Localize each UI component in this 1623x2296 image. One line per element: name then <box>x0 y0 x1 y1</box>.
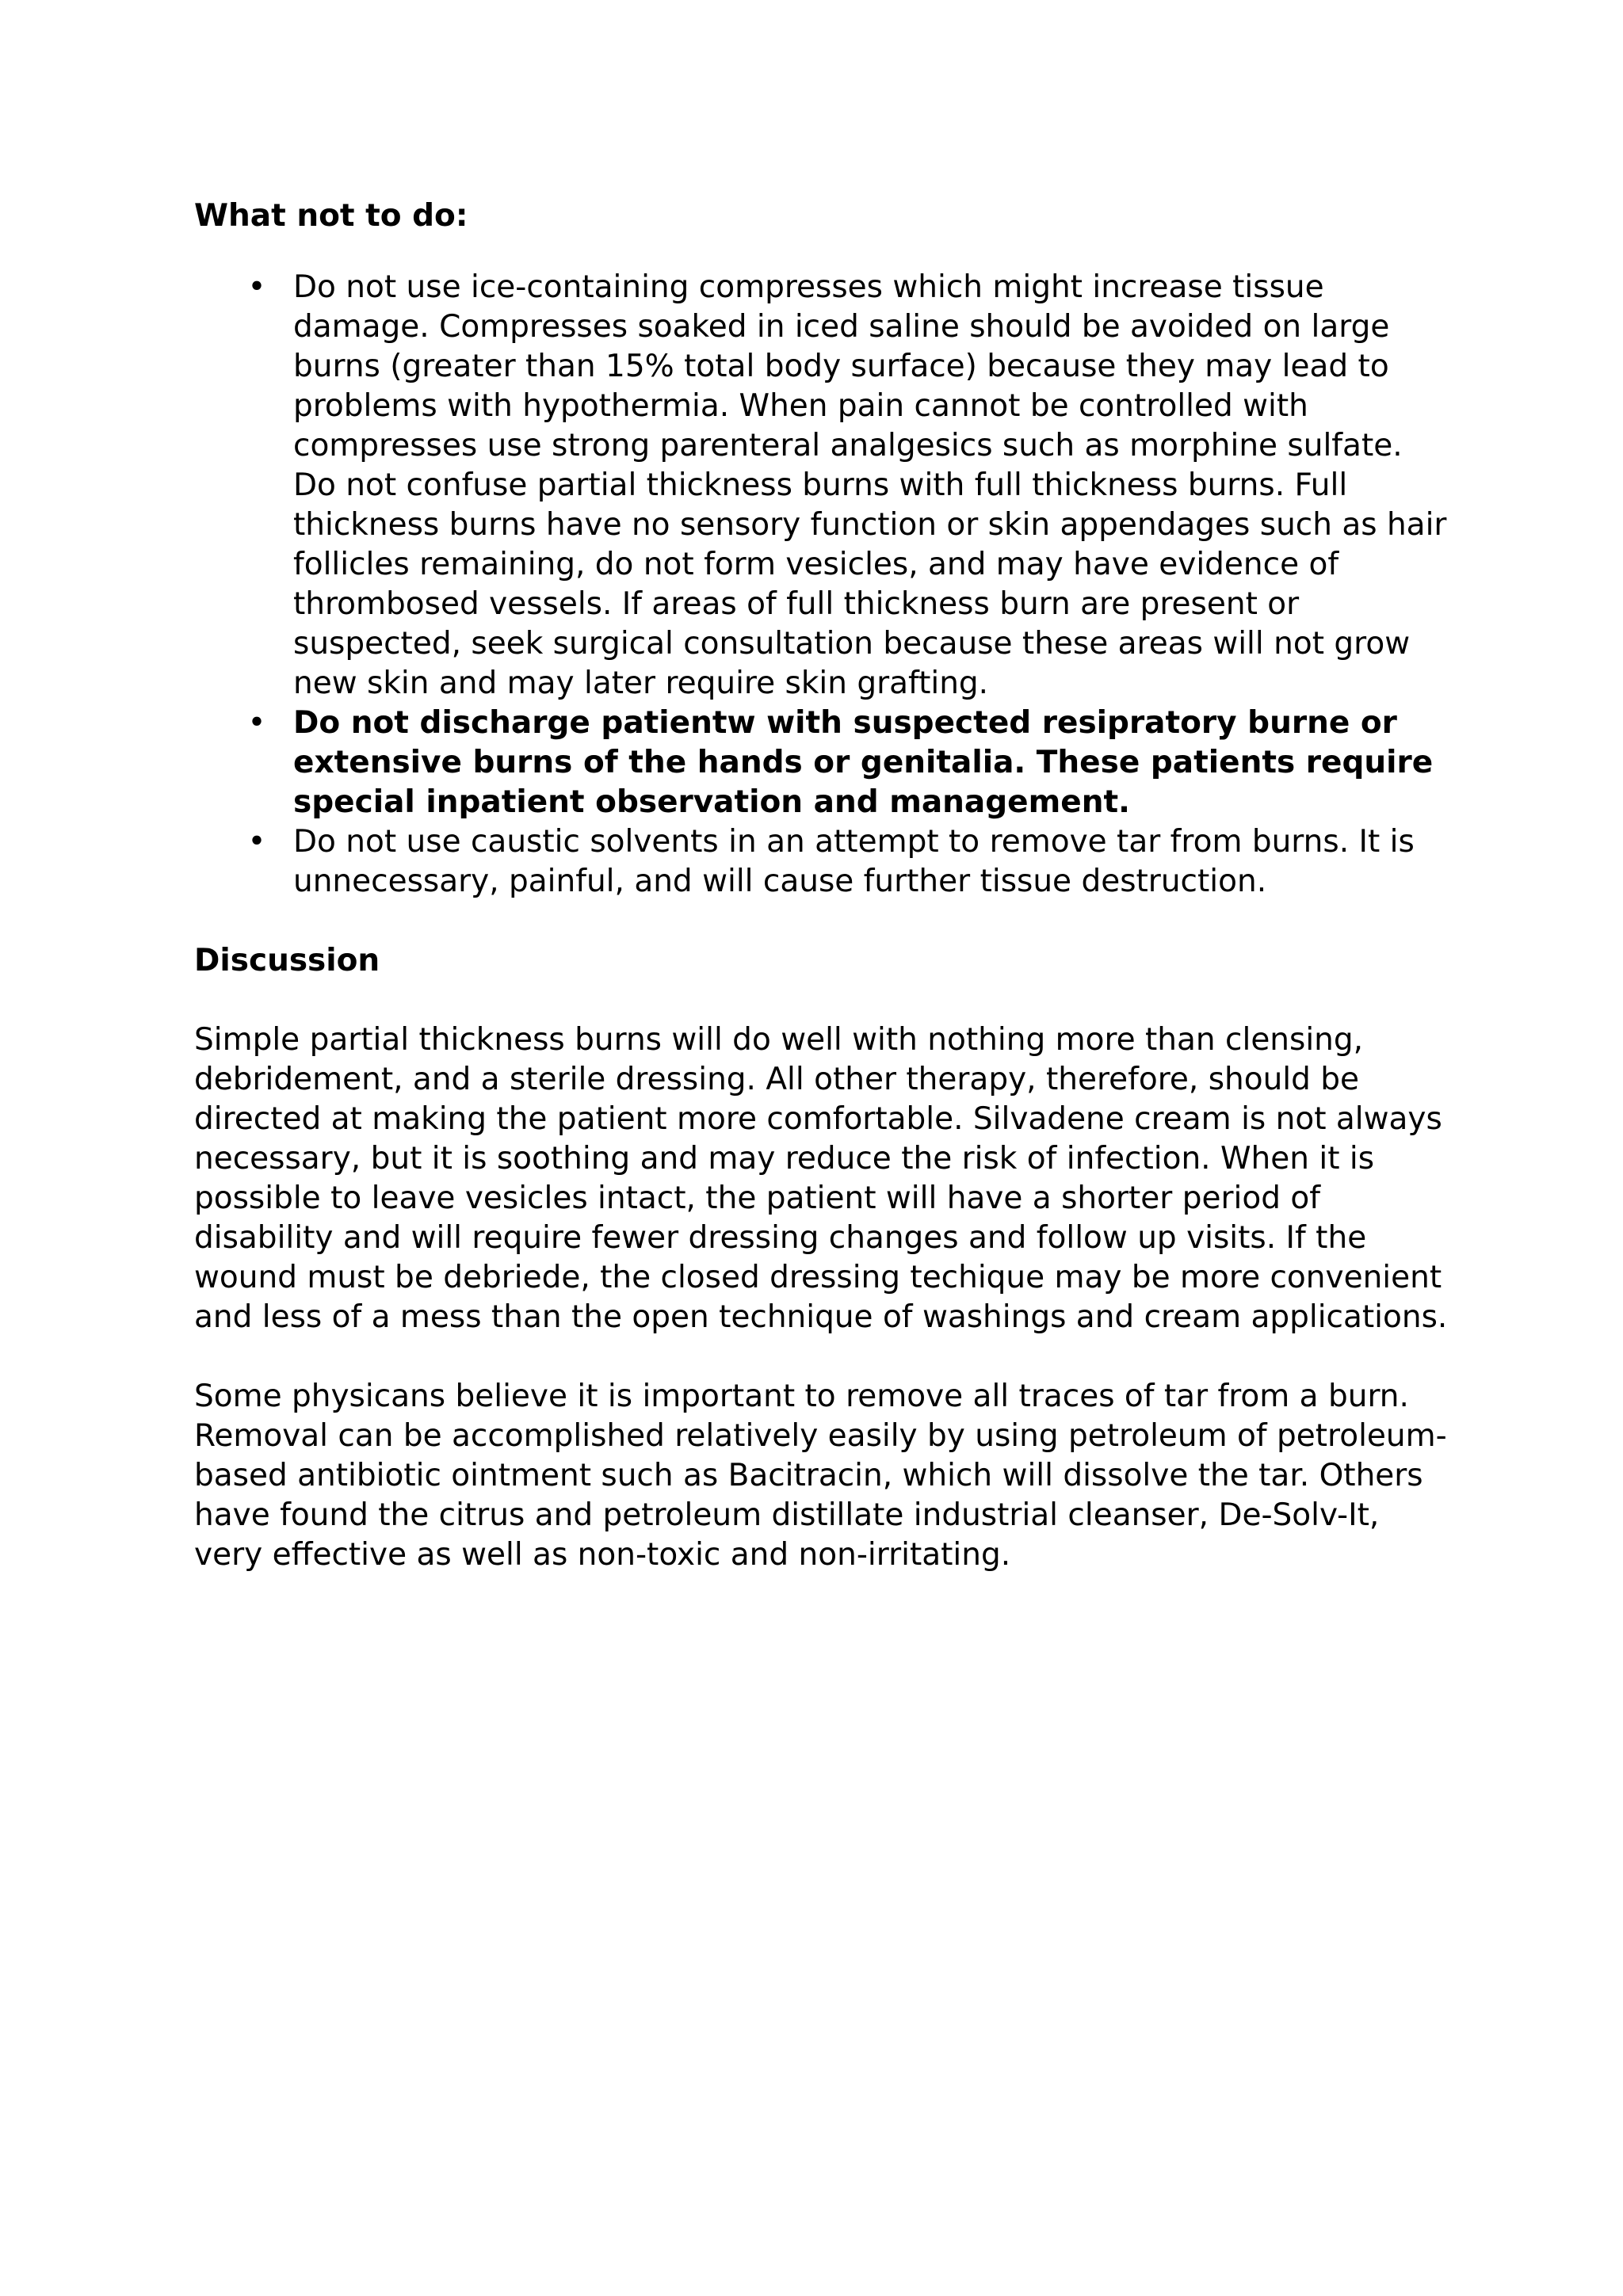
section-heading-discussion: Discussion <box>194 943 380 978</box>
list-item-text: Do not discharge patientw with suspected resipratory burne or extensive burns of the hands or genitalia. These patients require special inpatient observation and management. <box>293 705 1434 820</box>
bullet-icon: • <box>247 269 266 305</box>
document-body <box>194 196 1454 1575</box>
bullet-list <box>194 268 1454 902</box>
section-heading-what-not-to-do: What not to do: <box>194 198 468 234</box>
discussion-paragraph: Simple partial thickness burns will do well with nothing more than clensing, debridement, and a sterile dressing. All other therapy, therefore, should be directed at making the patient more comfortable. Silvadene cream is not always necessary, but it is soothing and may reduce the risk of infection. When it is possible to leave vesicles intact, the patient will have a shorter period of disability and will require fewer dressing changes and follow up visits. If the wound must be debriede, the closed dressing techique may be more convenient and less of a mess than the open technique of washings and cream applications. <box>194 1022 1448 1335</box>
list-item-text: Do not use caustic solvents in an attempt to remove tar from burns. It is unnecessary, painful, and will cause further tissue destruction. <box>293 824 1415 899</box>
discussion-paragraph: Some physicans believe it is important to remove all traces of tar from a burn. Removal can be accomplished relatively easily by using petroleum of petroleum-based antibiotic ointment such as Bacitracin, which will dissolve the tar. Others have found the citrus and petroleum distillate industrial cleanser, De-Solv-It, very effective as well as non-toxic and non-irritating. <box>194 1379 1447 1573</box>
list-item <box>194 822 1454 902</box>
list-item <box>194 704 1454 822</box>
list-item <box>194 268 1454 704</box>
bullet-icon: • <box>247 705 266 741</box>
list-item-text: Do not use ice-containing compresses which might increase tissue damage. Compresses soaked in iced saline should be avoided on large burns (greater than 15% total body surface) because they may lead to problems with hypothermia. When pain cannot be controlled with compresses use strong parenteral analgesics such as morphine sulfate. Do not confuse partial thickness burns with full thickness burns. Full thickness burns have no sensory function or skin appendages such as hair follicles remaining, do not form vesicles, and may have evidence of thrombosed vessels. If areas of full thickness burn are present or suspected, seek surgical consultation because these areas will not grow new skin and may later require skin grafting. <box>293 269 1447 701</box>
bullet-icon: • <box>247 824 266 860</box>
